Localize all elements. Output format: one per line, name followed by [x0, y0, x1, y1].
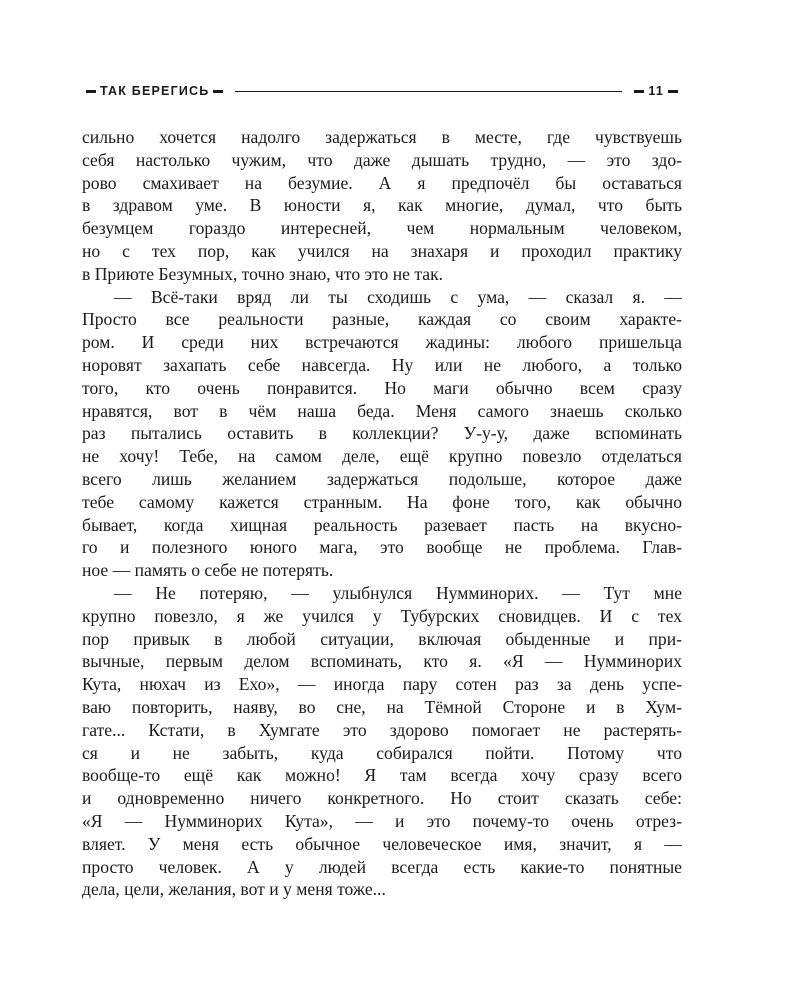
- page-number-group: [630, 84, 682, 98]
- text-line: «Я — Нумминорих Кута», — и это почему-то очень отрез-: [82, 810, 682, 831]
- text-line: Кута, нюхач из Ехо», — иногда пару сотен раз за день успе-: [82, 674, 682, 695]
- running-head-rule: [235, 91, 622, 92]
- text-line: дела, цели, желания, вот и у меня тоже...: [82, 879, 386, 900]
- text-line: ваю повторить, наяву, во сне, на Тёмной Стороне и в Хум-: [82, 696, 682, 717]
- text-line: — Всё-таки вряд ли ты сходишь с ума, — сказал я. —: [114, 286, 682, 307]
- ornament-dash-icon: [634, 90, 644, 93]
- text-line: — Не потеряю, — улыбнулся Нумминорих. — Тут мне: [114, 582, 682, 603]
- text-line: того, кто очень понравится. Но маги обычно всем сразу: [82, 377, 682, 398]
- text-line: ром. И среди них встречаются жадины: любого пришельца: [82, 332, 682, 353]
- ornament-dash-icon: [86, 90, 96, 93]
- ornament-dash-icon: [213, 90, 223, 93]
- text-line: безумцем гораздо интересней, чем нормальным человеком,: [82, 218, 682, 239]
- text-line: себя настолько чужим, что даже дышать трудно, — это здо-: [82, 149, 682, 170]
- text-line: вляет. У меня есть обычное человеческое имя, значит, я —: [82, 833, 682, 854]
- text-line: бывает, когда хищная реальность разевает пасть на вкусно-: [82, 514, 682, 535]
- text-line: сильно хочется надолго задержаться в месте, где чувствуешь: [82, 127, 682, 147]
- ornament-dash-icon: [668, 90, 678, 93]
- text-line: ся и не забыть, куда собирался пойти. Потому что: [82, 742, 682, 763]
- text-line: пор привык в любой ситуации, включая обыденные и при-: [82, 628, 682, 649]
- text-line: крупно повезло, я же учился у Тубурских сновидцев. И с тех: [82, 605, 682, 626]
- text-line: го и полезного юного мага, это вообще не проблема. Глав-: [82, 537, 682, 558]
- running-head: [82, 80, 682, 102]
- page-number: 11: [648, 84, 664, 98]
- text-line: просто человек. А у людей всегда есть какие-то понятные: [82, 856, 682, 877]
- text-line: ное — память о себе не потерять.: [82, 560, 334, 581]
- text-line: вычные, первым делом вспоминать, кто я. «Я — Нумминорих: [82, 651, 682, 672]
- text-line: тебе самому кажется странным. На фоне того, как обычно: [82, 491, 682, 512]
- text-line: вообще-то ещё как можно! Я там всегда хочу сразу всего: [82, 765, 682, 786]
- text-line: в Приюте Безумных, точно знаю, что это не так.: [82, 263, 444, 284]
- text-line: и одновременно ничего конкретного. Но стоит сказать себе:: [82, 788, 682, 809]
- text-line: Просто все реальности разные, каждая со своим характе-: [82, 309, 682, 330]
- text-line: но с тех пор, как учился на знахаря и проходил практику: [82, 240, 682, 261]
- body-text: [82, 126, 682, 901]
- text-line: нравятся, вот в чём наша беда. Меня самого знаешь сколько: [82, 400, 682, 421]
- text-line: не хочу! Тебе, на самом деле, ещё крупно повезло отделаться: [82, 446, 682, 467]
- text-line: в здравом уме. В юности я, как многие, думал, что быть: [82, 195, 682, 216]
- running-head-title: ТАК БЕРЕГИСЬ: [100, 84, 210, 98]
- text-line: раз пытались оставить в коллекции? У-у-у, даже вспоминать: [82, 423, 682, 444]
- text-line: всего лишь желанием задержаться подольше, которое даже: [82, 468, 682, 489]
- text-line: норовят захапать себе навсегда. Ну или не любого, а только: [82, 354, 682, 375]
- text-line: гате... Кстати, в Хумгате это здорово помогает не растерять-: [82, 719, 682, 740]
- text-line: рово смахивает на безумие. А я предпочёл бы оставаться: [82, 172, 682, 193]
- running-head-title-group: [82, 84, 227, 98]
